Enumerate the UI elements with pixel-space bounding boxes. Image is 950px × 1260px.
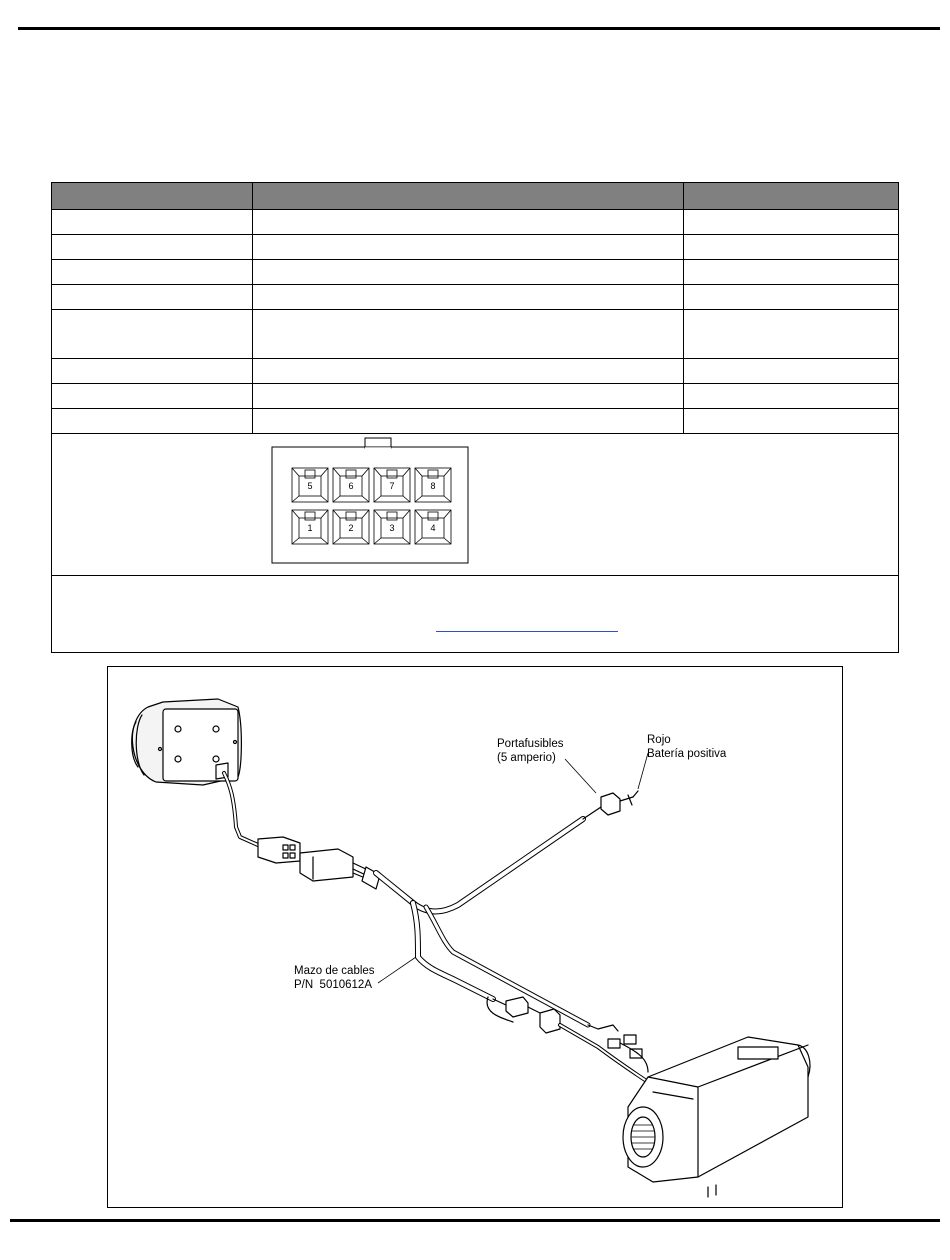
pin-label: 4: [430, 523, 436, 533]
table-row: [52, 235, 898, 260]
harness-label: Mazo de cables P/N 5010612A: [294, 965, 375, 991]
pin-label: 8: [430, 481, 436, 491]
heater-unit: [623, 1037, 810, 1197]
bottom-rule: [10, 1219, 940, 1222]
pin-cavity-tab: [387, 470, 397, 478]
header-cell: [52, 183, 253, 209]
top-rule: [18, 27, 940, 30]
pin-cavity-bevel: [292, 538, 299, 544]
pin-cavity-bevel: [374, 510, 381, 518]
pin-cavity-bevel: [374, 496, 381, 502]
pin-cavity-bevel: [321, 538, 328, 544]
pin-cavity-tab: [346, 512, 356, 520]
pin-cavity-bevel: [362, 496, 369, 502]
pin-cavity-bevel: [321, 468, 328, 476]
header-cell: [253, 183, 684, 209]
pin-label: 6: [348, 481, 354, 491]
pin-cavity-bevel: [362, 510, 369, 518]
pin-cavity-tab: [346, 470, 356, 478]
pin-cavity-bevel: [292, 468, 299, 476]
pin-cavity-bevel: [321, 510, 328, 518]
pin-cavity-bevel: [292, 510, 299, 518]
pin-cavity-tab: [305, 470, 315, 478]
table-row: [52, 409, 898, 434]
wiring-diagram-frame: [107, 666, 843, 1208]
pin-cavity-bevel: [321, 496, 328, 502]
pin-cavity-bevel: [415, 510, 422, 518]
pin-cavity-bevel: [415, 468, 422, 476]
hyperlink-underline[interactable]: [436, 631, 618, 632]
table-row: [52, 359, 898, 384]
pin-cavity-bevel: [333, 468, 340, 476]
pin-cavity-bevel: [292, 496, 299, 502]
pin-cavity-bevel: [444, 510, 451, 518]
pin-cavity-tab: [305, 512, 315, 520]
pin-label: 7: [389, 481, 395, 491]
table-row: [52, 260, 898, 285]
pin-cavity-bevel: [415, 496, 422, 502]
pin-cavity-bevel: [444, 468, 451, 476]
pin-cavity-bevel: [403, 538, 410, 544]
pin-cavity-tab: [387, 512, 397, 520]
pin-cavity-bevel: [403, 496, 410, 502]
battery-label: Rojo Batería positiva: [647, 734, 727, 760]
pin-cavity-bevel: [403, 468, 410, 476]
pin-cavity-bevel: [362, 468, 369, 476]
table-row: [52, 384, 898, 409]
pin-cavity-bevel: [415, 538, 422, 544]
harness-connector-female: [300, 849, 353, 881]
connector-diagram-cell: [52, 434, 898, 576]
fuse-holder-label: Portafusibles (5 amperio): [497, 738, 564, 764]
pin-cavity-bevel: [444, 538, 451, 544]
wiring-diagram: [108, 667, 841, 1206]
pin-cavity-bevel: [374, 468, 381, 476]
table-row: [52, 310, 898, 359]
pin-cavity-bevel: [403, 510, 410, 518]
pin-cavity-bevel: [333, 496, 340, 502]
table-row: [52, 285, 898, 310]
table-header: [52, 183, 898, 210]
pin-cavity-bevel: [333, 538, 340, 544]
harness-connector-male: [258, 837, 300, 863]
header-cell: [684, 183, 898, 209]
connector-diagram: [52, 434, 898, 575]
pin-label: 2: [348, 523, 354, 533]
pin-cavity-bevel: [444, 496, 451, 502]
pin-assignment-table: [51, 182, 899, 653]
notes-cell: [52, 576, 898, 652]
pin-cavity-tab: [428, 470, 438, 478]
pin-cavity-tab: [428, 512, 438, 520]
pin-label: 3: [389, 523, 395, 533]
fuse-holder: [601, 793, 633, 815]
pin-cavity-bevel: [374, 538, 381, 544]
table-row: [52, 210, 898, 235]
pin-label: 1: [307, 523, 313, 533]
pin-cavity-bevel: [333, 510, 340, 518]
pin-cavity-bevel: [362, 538, 369, 544]
pin-label: 5: [307, 481, 313, 491]
